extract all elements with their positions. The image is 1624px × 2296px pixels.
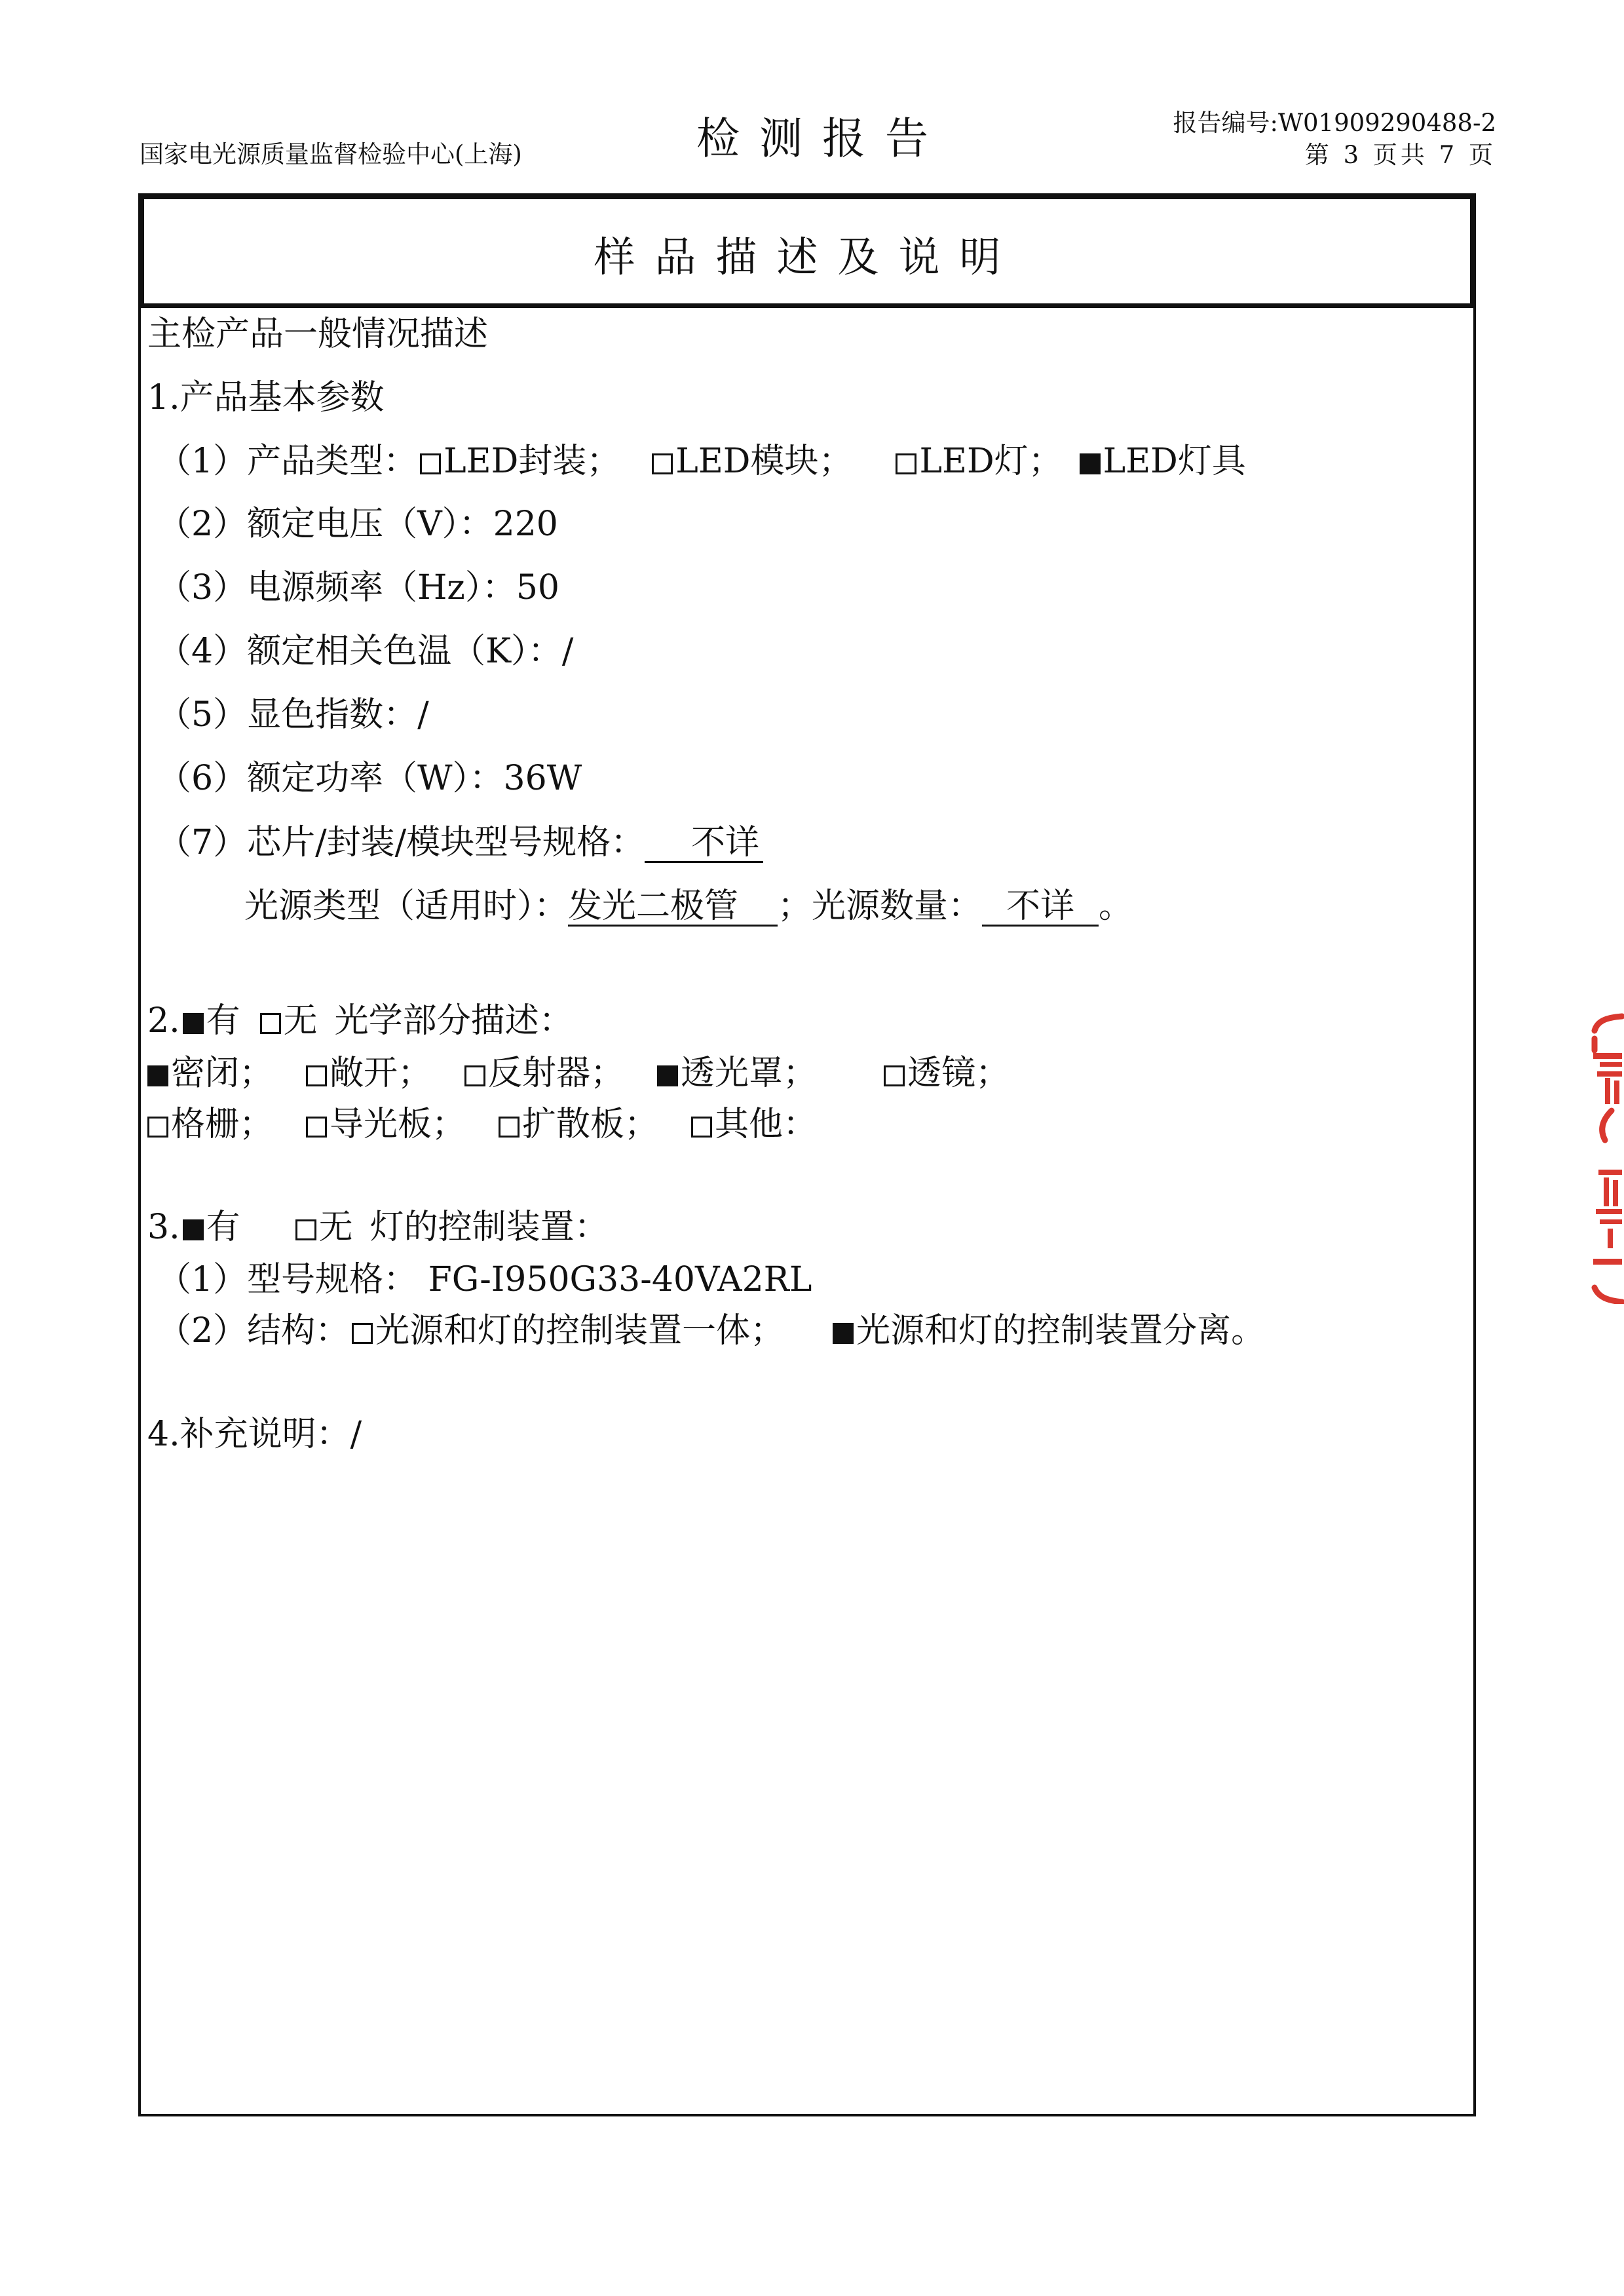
checkbox-separated [833, 1323, 854, 1344]
light-source-end: 。 [1099, 887, 1133, 926]
light-source-count-value: 不详 [982, 889, 1099, 927]
section-title: 样品描述及说明 [594, 233, 1021, 281]
checkbox-optics-no [260, 1013, 281, 1034]
product-type-label: （1）产品类型： [157, 442, 418, 481]
report-number: 报告编号:W01909290488-2 [1173, 109, 1496, 137]
light-source-count-label: ；光源数量： [778, 887, 983, 926]
section-header-box [140, 195, 1475, 308]
checkbox-led-package [420, 453, 441, 474]
option-sealed: 密闭； [171, 1054, 274, 1093]
optics-no-label: 无 [283, 1001, 318, 1041]
optics-options-row2 [147, 1105, 818, 1144]
institution-name: 国家电光源质量监督检验中心(上海) [140, 140, 522, 168]
rated-cct: （4）额定相关色温（K）：/ [157, 632, 574, 671]
light-source-type-value: 发光二极管 [568, 889, 778, 927]
general-heading: 主检产品一般情况描述 [147, 315, 489, 354]
checkbox-control-no [295, 1219, 316, 1240]
power-frequency: （3）电源频率（Hz）：50 [157, 568, 559, 607]
checkbox-diffuser-plate [499, 1117, 519, 1138]
option-reflector: 反射器； [488, 1054, 625, 1093]
chip-model-row [157, 825, 763, 863]
checkbox-lens [884, 1065, 905, 1086]
option-grille: 格栅； [171, 1105, 274, 1144]
option-diffuser-plate: 扩散板； [522, 1105, 659, 1144]
control-label: 灯的控制装置： [369, 1208, 609, 1247]
optics-yes-label: 有 [206, 1001, 240, 1041]
checkbox-led-module [652, 453, 673, 474]
option-led-luminaire: LED灯具 [1103, 442, 1246, 481]
control-yes-label: 有 [206, 1208, 240, 1247]
option-separated: 光源和灯的控制装置分离。 [856, 1311, 1266, 1350]
checkbox-light-guide [306, 1117, 327, 1138]
rated-voltage: （2）额定电压（V）：220 [157, 505, 558, 544]
checkbox-diffuser-cover [657, 1065, 678, 1086]
seal-stamp [1585, 1012, 1624, 1304]
checkbox-control-yes [183, 1219, 204, 1240]
basic-params-title: 1.产品基本参数 [147, 378, 385, 417]
option-led-module: LED模块； [675, 442, 853, 481]
checkbox-sealed [147, 1065, 168, 1086]
checkbox-integrated [352, 1323, 373, 1344]
control-no-label: 无 [318, 1208, 353, 1247]
rated-power: （6）额定功率（W）：36W [157, 759, 582, 798]
checkbox-led-lamp [896, 453, 916, 474]
checkbox-open [306, 1065, 327, 1086]
light-source-row [244, 889, 1133, 927]
product-type-row [157, 442, 1246, 481]
control-model: （1）型号规格： FG-I950G33-40VA2RL [157, 1260, 812, 1299]
optics-options-row1 [147, 1054, 1010, 1093]
option-integrated: 光源和灯的控制装置一体； [375, 1311, 785, 1350]
option-lens: 透镜； [907, 1054, 1010, 1093]
content-frame [138, 193, 1476, 2116]
page-indicator: 第 3 页共 7 页 [1304, 141, 1496, 169]
light-source-type-label: 光源类型（适用时）： [244, 887, 569, 926]
option-other: 其他： [715, 1105, 818, 1144]
control-gear-row [147, 1208, 609, 1247]
report-title: 检测报告 [696, 113, 948, 164]
option-light-guide: 导光板； [330, 1105, 466, 1144]
option-led-lamp: LED灯； [919, 442, 1063, 481]
checkbox-other [691, 1117, 712, 1138]
checkbox-grille [147, 1117, 168, 1138]
control-structure-row [157, 1311, 1266, 1350]
checkbox-optics-yes [183, 1013, 204, 1034]
color-rendering-index: （5）显色指数：/ [157, 695, 429, 735]
optics-number: 2. [147, 1001, 180, 1041]
supplementary-notes: 4.补充说明：/ [147, 1415, 362, 1454]
option-open: 敞开； [330, 1054, 432, 1093]
option-led-package: LED封装； [444, 442, 621, 481]
optics-label: 光学部分描述： [334, 1001, 573, 1041]
optics-row [147, 1001, 573, 1041]
option-diffuser-cover: 透光罩； [681, 1054, 818, 1093]
structure-label: （2）结构： [157, 1311, 350, 1350]
chip-model-label: （7）芯片/封装/模块型号规格： [157, 823, 645, 862]
checkbox-led-luminaire [1080, 453, 1101, 474]
chip-model-value: 不详 [645, 825, 763, 863]
control-number: 3. [147, 1208, 180, 1247]
checkbox-reflector [464, 1065, 485, 1086]
